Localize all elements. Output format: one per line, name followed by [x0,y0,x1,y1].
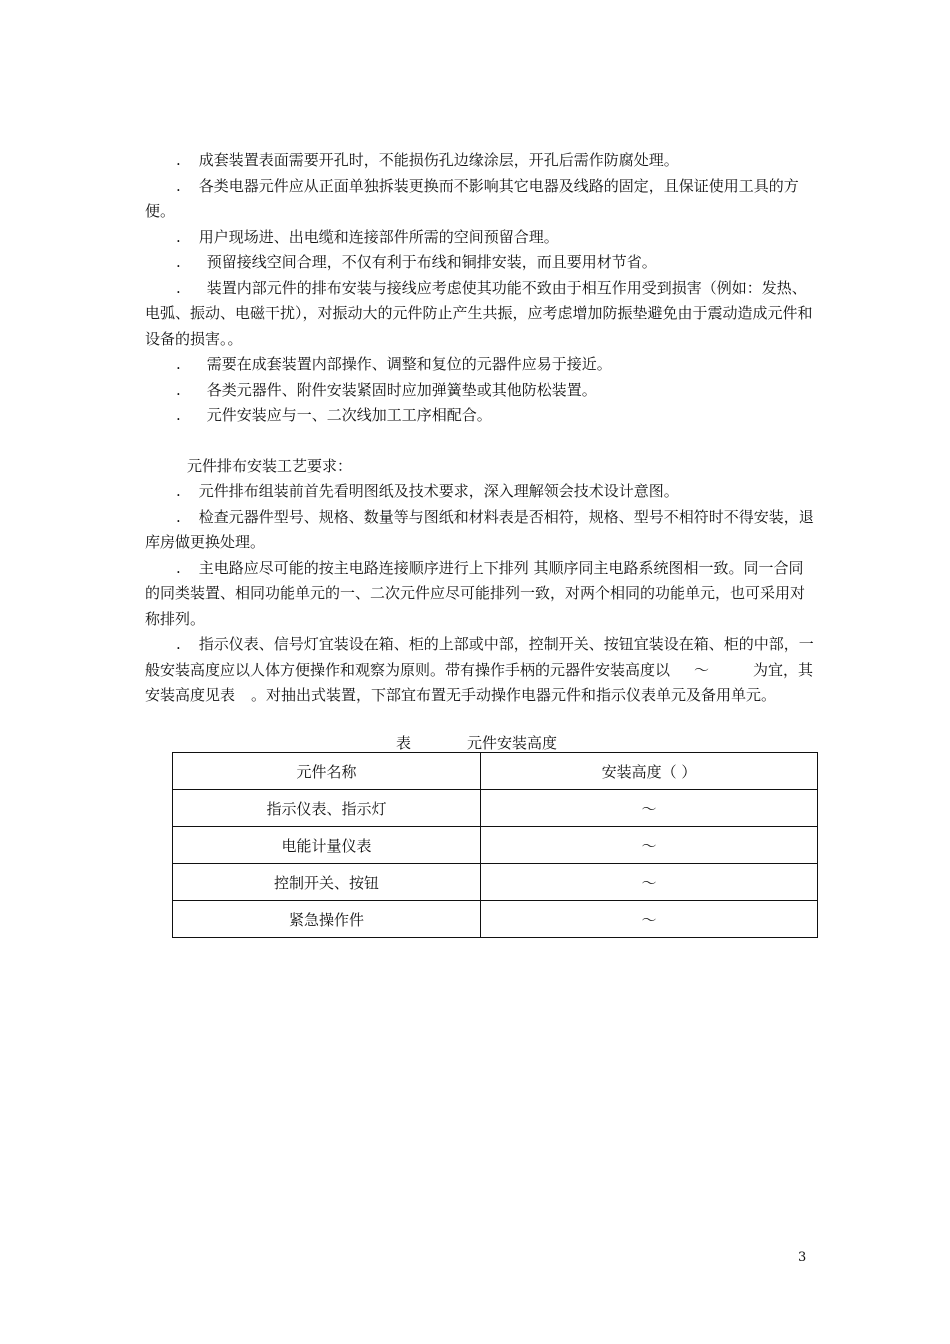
table-cell: ～ [481,827,818,864]
table-caption-title: 元件安装高度 [467,734,558,752]
table-header-cell: 安装高度（ ） [481,753,818,790]
table-caption [0,732,950,754]
page-number: 3 [798,1250,807,1265]
table-header-row [173,753,818,790]
paragraph: . 各类电器元件应从正面单独拆装更换而不影响其它电器及线路的固定，且保证使用工具的方便。 [145,176,799,220]
table-cell: ～ [481,790,818,827]
spacer [145,429,815,454]
table-cell: 指示仪表、指示灯 [173,790,481,827]
section-heading: 元件排布安装工艺要求： [187,456,353,475]
table-cell: 紧急操作件 [173,901,481,938]
table-row [173,901,818,938]
paragraph: . 各类元器件、附件安装紧固时应加弹簧垫或其他防松装置。 [176,380,597,399]
table-row [173,790,818,827]
paragraph: . 元件安装应与一、二次线加工工序相配合。 [176,406,492,424]
paragraph: . 检查元器件型号、规格、数量等与图纸和材料表是否相符，规格、型号不相符时不得安装，退库房做更换处理。 [145,507,814,551]
table-caption-label: 表 [396,734,412,752]
installation-height-table [172,752,818,938]
table-cell: 电能计量仪表 [173,827,481,864]
table-row [173,864,818,901]
paragraph: . 装置内部元件的排布安装与接线应考虑使其功能不致由于相互作用受到损害（例如：发热、电弧、振动、电磁干扰），对振动大的元件防止产生共振，应考虑增加防振垫避免由于震动造成元件和设备的损害。。 [145,278,813,348]
paragraph: . 元件排布组装前首先看明图纸及技术要求，深入理解领会技术设计意图。 [176,482,679,500]
table-cell: ～ [481,864,818,901]
table-cell: 控制开关、按钮 [173,864,481,901]
table-header-cell: 元件名称 [173,753,481,790]
paragraph: . 主电路应尽可能的按主电路连接顺序进行上下排列 其顺序同主电路系统图相一致。同一合同的同类装置、相同功能单元的一、二次元件应尽可能排列一致，对两个相同的功能单元，也可采用对称排列。 [145,558,806,628]
paragraph: . 用户现场进、出电缆和连接部件所需的空间预留合理。 [176,227,559,246]
table-row [173,827,818,864]
paragraph: . 预留接线空间合理，不仅有利于布线和铜排安装，而且要用材节省。 [176,253,657,271]
paragraph: . 指示仪表、信号灯宜装设在箱、柜的上部或中部，控制开关、按钮宜装设在箱、柜的中部，一般安装高度应以人体方便操作和观察为原则。带有操作手柄的元器件安装高度以 ～ 为宜，其安装高度见表 。对抽出式装置，下部宜布置无手动操作电器元件和指示仪表单元及备用单元。 [145,635,814,704]
body-text [145,148,815,709]
paragraph: . 成套装置表面需要开孔时，不能损伤孔边缘涂层，开孔后需作防腐处理。 [176,151,679,169]
table-cell: ～ [481,901,818,938]
paragraph: . 需要在成套装置内部操作、调整和复位的元器件应易于接近。 [176,355,612,373]
